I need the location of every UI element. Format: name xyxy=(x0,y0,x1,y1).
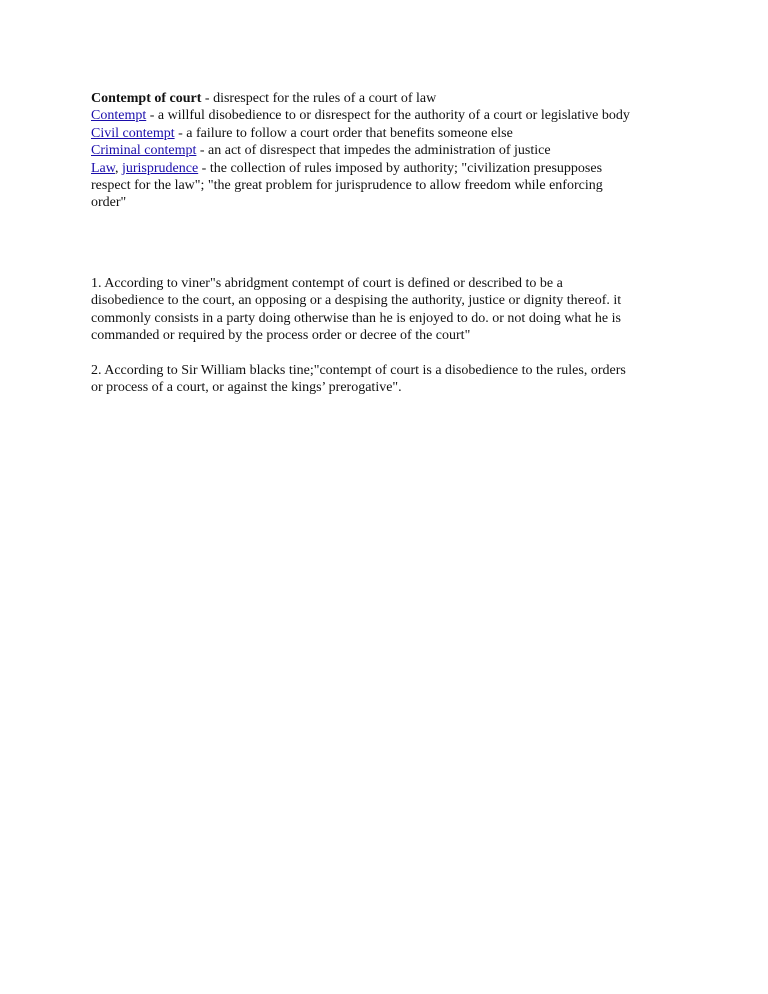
criminal-contempt-link[interactable]: Criminal contempt xyxy=(91,143,197,159)
civil-contempt-definition: - a failure to follow a court order that benefits someone else xyxy=(174,125,513,141)
law-definition-line-3: order" xyxy=(91,195,127,211)
definition-contempt-of-court xyxy=(91,90,691,107)
law-separator: , xyxy=(114,160,122,176)
paragraph-1-line-4: commanded or required by the process order or decree of the court" xyxy=(91,328,471,344)
civil-contempt-link[interactable]: Civil contempt xyxy=(91,125,175,141)
definition-civil-contempt xyxy=(91,125,691,142)
paragraph-1-line-2: disobedience to the court, an opposing or a despising the authority, justice or dignity thereof. it xyxy=(91,293,622,309)
definition-contempt xyxy=(91,107,691,124)
contempt-link[interactable]: Contempt xyxy=(91,108,147,124)
law-definition-line-2: respect for the law"; "the great problem for jurisprudence to allow freedom while enforcing xyxy=(91,178,603,194)
paragraph-blackstone xyxy=(91,362,691,397)
term-definition: - disrespect for the rules of a court of law xyxy=(201,91,437,106)
paragraph-1-line-1: 1. According to viner"s abridgment contempt of court is defined or described to be a xyxy=(91,276,563,291)
criminal-contempt-definition: - an act of disrespect that impedes the administration of justice xyxy=(196,143,551,159)
definitions-block xyxy=(91,90,691,212)
contempt-definition: - a willful disobedience to or disrespect for the authority of a court or legislative body xyxy=(146,108,630,124)
paragraph-2-line-2: or process of a court, or against the kings’ prerogative". xyxy=(91,380,402,396)
law-link[interactable]: Law xyxy=(91,160,115,176)
paragraph-2-line-1: 2. According to Sir William blacks tine;"contempt of court is a disobedience to the rules, orders xyxy=(91,363,626,378)
paragraph-1-line-3: commonly consists in a party doing otherwise than he is enjoyed to do. or not doing what he is xyxy=(91,310,621,326)
jurisprudence-link[interactable]: jurisprudence xyxy=(121,160,199,176)
term-heading: Contempt of court xyxy=(91,91,202,106)
law-definition-line-1: - the collection of rules imposed by authority; "civilization presupposes xyxy=(198,160,603,176)
definition-criminal-contempt xyxy=(91,142,691,159)
paragraph-viner xyxy=(91,275,691,345)
definition-law xyxy=(91,160,691,177)
